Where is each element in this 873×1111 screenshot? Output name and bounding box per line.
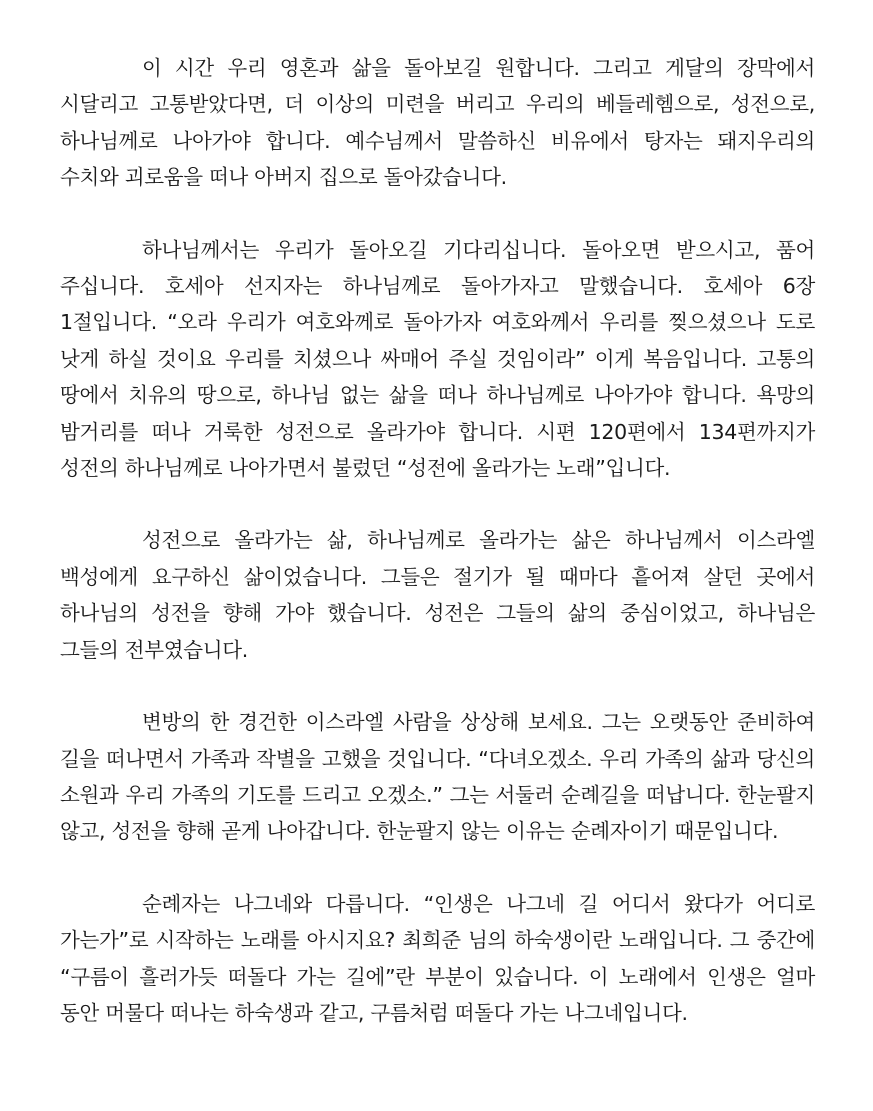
- paragraph-5: 순례자는 나그네와 다릅니다. “인생은 나그네 길 어디서 왔다가 어디로 가는가”로 시작하는 노래를 아시지요? 최희준 님의 하숙생이란 노래입니다. 그 중간에 “구름이 흘러가듯 떠돌다 가는 길에”란 부분이 있습니다. 이 노래에서 인생은 얼마 동안 머물다 떠나는 하숙생과 같고, 구름처럼 떠돌다 가는 나그네입니다.: [60, 891, 815, 1025]
- document-page: [60, 50, 815, 1031]
- paragraph-2: 하나님께서는 우리가 돌아오길 기다리십니다. 돌아오면 받으시고, 품어 주십니다. 호세아 선지자는 하나님께로 돌아가자고 말했습니다. 호세아 6장 1절입니다. “오라 우리가 여호와께로 돌아가자 여호와께서 우리를 찢으셨으나 도로 낫게 하실 것이요 우리를 치셨으나 싸매어 주실 것임이라” 이게 복음입니다. 고통의 땅에서 치유의 땅으로, 하나님 없는 삶을 떠나 하나님께로 나아가야 합니다. 욕망의 밤거리를 떠나 거룩한 성전으로 올라가야 합니다. 시편 120편에서 134편까지가 성전의 하나님께로 나아가면서 불렀던 “성전에 올라가는 노래”입니다.: [60, 237, 815, 481]
- paragraph-1: 이 시간 우리 영혼과 삶을 돌아보길 원합니다. 그리고 게달의 장막에서 시달리고 고통받았다면, 더 이상의 미련을 버리고 우리의 베들레헴으로, 성전으로, 하나님께로 나아가야 합니다. 예수님께서 말씀하신 비유에서 탕자는 돼지우리의 수치와 괴로움을 떠나 아버지 집으로 돌아갔습니다.: [60, 56, 815, 190]
- paragraph-3: 성전으로 올라가는 삶, 하나님께로 올라가는 삶은 하나님께서 이스라엘 백성에게 요구하신 삶이었습니다. 그들은 절기가 될 때마다 흩어져 살던 곳에서 하나님의 성전을 향해 가야 했습니다. 성전은 그들의 삶의 중심이었고, 하나님은 그들의 전부였습니다.: [60, 528, 815, 662]
- paragraph-4: 변방의 한 경건한 이스라엘 사람을 상상해 보세요. 그는 오랫동안 준비하여 길을 떠나면서 가족과 작별을 고했을 것입니다. “다녀오겠소. 우리 가족의 삶과 당신의 소원과 우리 가족의 기도를 드리고 오겠소.” 그는 서둘러 순례길을 떠납니다. 한눈팔지 않고, 성전을 향해 곧게 나아갑니다. 한눈팔지 않는 이유는 순례자이기 때문입니다.: [60, 710, 815, 844]
